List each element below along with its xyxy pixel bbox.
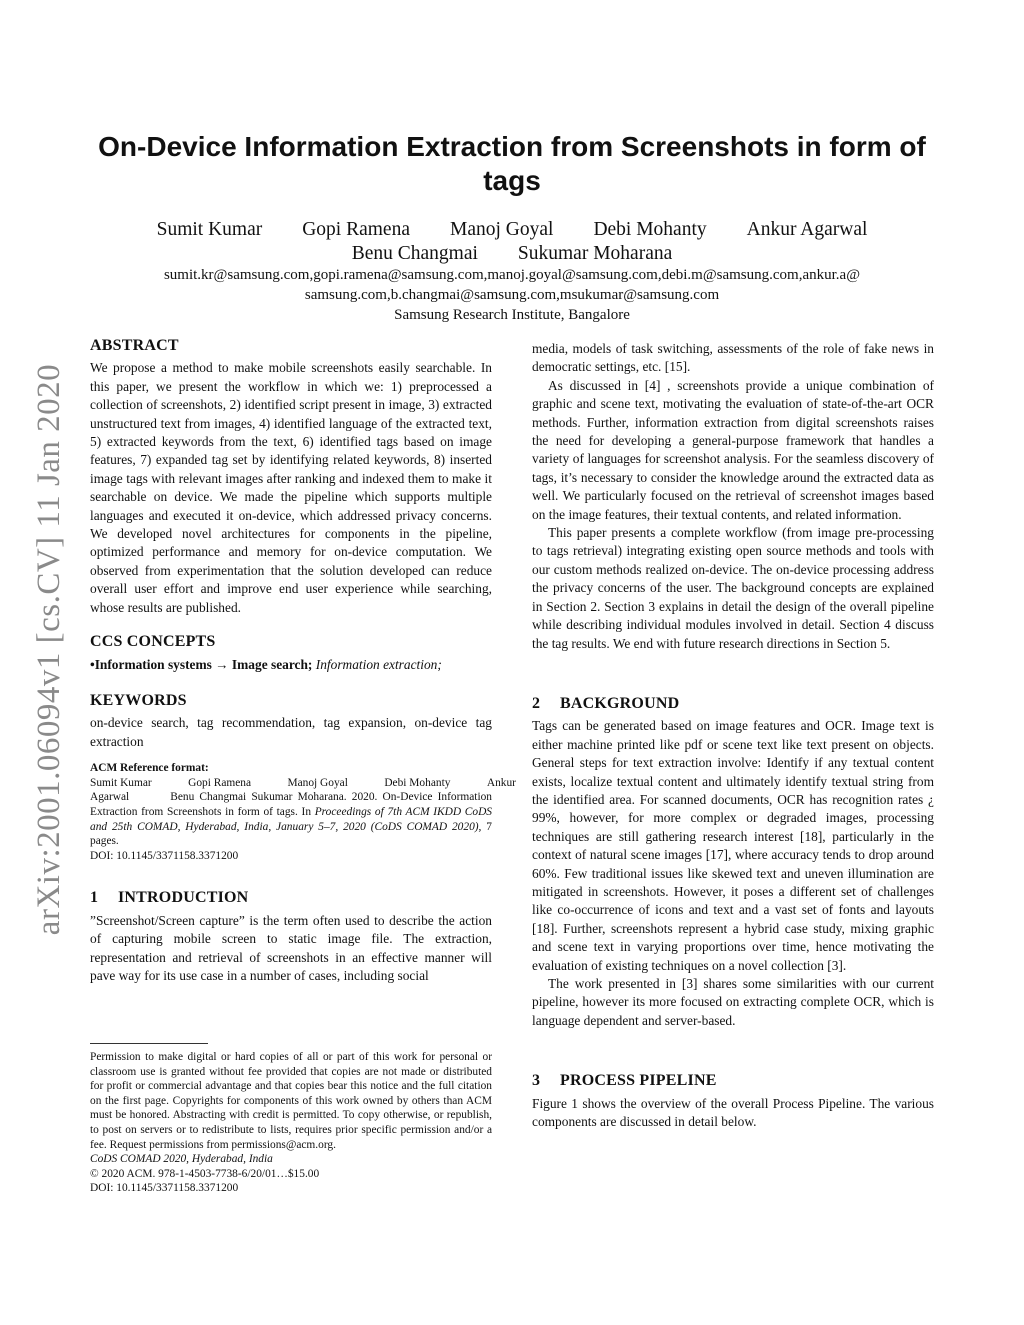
background-number: 2 (532, 694, 541, 712)
paragraph: As discussed in [4] , screenshots provide a unique combination of graphic and scene text, motivating the evaluation of state-of-the-art OCR methods. Further, information extraction from digital screenshots raises the need for developing a general-purpose framework that handles a variety of languages for screenshot analysis. For the seamless discovery of tags, it’s necessary to consider the knowledge around the extracted data as well. We particularly focused on the retrieval of screenshot images based on the image features, their textual contents, and related information. (532, 377, 934, 522)
copyright-line: © 2020 ACM. 978-1-4503-7738-6/20/01…$15.00 (90, 1167, 320, 1180)
pipeline-number: 3 (532, 1072, 541, 1090)
intro-text: ”Screenshot/Screen capture” is the term often used to describe the action of capturing mobile screen to static image file. The extraction, representation and retrieval of screenshots in an effective manner will pave way for its use case in a number of cases, including social (90, 912, 492, 983)
left-column (90, 337, 516, 985)
intro-heading (90, 889, 492, 907)
author-list (90, 218, 934, 266)
ccs-bold: •Information systems → Image search; (90, 656, 313, 672)
author-emails (90, 265, 934, 325)
acm-ref-pages: 7 pages. (90, 820, 492, 848)
arxiv-stamp (26, 354, 74, 944)
acm-ref-author: Manoj Goyal (287, 776, 348, 789)
affiliation: Samsung Research Institute, Bangalore (394, 307, 630, 323)
acm-ref-heading: ACM Reference format: (90, 762, 209, 775)
author: Debi Mohanty (593, 219, 707, 240)
keywords-text: on-device search, tag recommendation, tag expansion, on-device tag extraction (90, 715, 492, 749)
footnote (90, 1050, 492, 1196)
background-title: BACKGROUND (560, 694, 680, 712)
right-column (532, 340, 934, 1131)
ccs-concepts (90, 656, 492, 674)
acm-ref-venue: Proceedings of 7th ACM IKDD CoDS and 25th COMAD, Hyderabad, India, January 5–7, 2020 (CoDS COMAD 2020), (90, 805, 492, 833)
intro-title: INTRODUCTION (118, 889, 249, 907)
author: Manoj Goyal (449, 219, 554, 240)
ccs-italic: Information extraction; (315, 656, 442, 672)
footnote-doi: DOI: 10.1145/3371158.3371200 (90, 1182, 239, 1195)
acm-ref-author: Gopi Ramena (188, 776, 252, 789)
acm-ref-line2-prefix: Agarwal (90, 791, 130, 804)
acm-ref-body (90, 790, 492, 848)
background-heading (532, 695, 934, 713)
conference-line: CoDS COMAD 2020, Hyderabad, India (90, 1153, 273, 1166)
acm-reference (90, 761, 516, 863)
acm-ref-line2: Benu Changmai Sukumar Moharana. 2020. On-Device Information Extraction from Screenshots in form of tags. In (90, 791, 493, 818)
permission-notice: Permission to make digital or hard copies of all or part of this work for personal or classroom use is granted without fee provided that copies are not made or distributed for profit or commercial advantage and that copies bear this notice and the full citation on the first page. Copyrights for components of this work owned by others than ACM must be honored. Abstracting with credit is permitted. To copy otherwise, or republish, to post on servers or to redistribute to lists, requires prior specific permission and/or a fee. Request permissions from permissions@acm.org. (90, 1051, 492, 1151)
acm-ref-author: Debi Mohanty (384, 776, 451, 789)
paragraph: Figure 1 shows the overview of the overall Process Pipeline. The various components are discussed in detail below. (532, 1095, 934, 1130)
ccs-heading: CCS CONCEPTS (90, 633, 216, 651)
paragraph: media, models of task switching, assessments of the role of fake news in democratic settings, etc. [15]. (532, 341, 934, 375)
acm-ref-authors (90, 776, 516, 791)
author: Sumit Kumar (156, 219, 263, 240)
email-line: sumit.kr@samsung.com,gopi.ramena@samsung.com,manoj.goyal@samsung.com,debi.m@samsung.com,ankur.a@ (163, 267, 861, 283)
intro-number: 1 (90, 889, 99, 907)
abstract-heading: ABSTRACT (90, 337, 179, 354)
keywords-heading: KEYWORDS (90, 691, 187, 709)
author: Sukumar Moharana (517, 243, 673, 264)
paragraph: This paper presents a complete workflow (from image pre-processing to tags retrieval) integrating existing open source methods and tools with our custom methods realized on-device. The on-device processing address the privacy concerns of the user. The background concepts are explained in Section 2. Section 3 explains in detail the design of the overall pipeline while describing individual modules involved in detail. Section 4 discuss the tag results. We end with future research directions in Section 5. (532, 525, 934, 651)
arxiv-id: arXiv:2001.06094v1 [cs.CV] 11 Jan 2020 (31, 363, 68, 935)
author: Gopi Ramena (302, 219, 410, 240)
acm-ref-author: Sumit Kumar (90, 776, 152, 789)
acm-ref-doi: DOI: 10.1145/3371158.3371200 (90, 849, 239, 862)
paragraph: Tags can be generated based on image features and OCR. Image text is either machine printed like pdf or scene text like text present on objects. General steps for text extraction involve: Identify if any textual content exists, localize textual content and ultimately identify textual string from the identified area. For scanned documents, OCR has recognition rates ¿ 99%, however, for more complex or degraded images, processing techniques are still gathering research interest [18], particularly in the context of natural scene images [17], where accuracy tends to drop around 60%. Few traditional issues like skewed text and uneven illumination are mitigated in screenshots. However, it poses a different set of challenges like co-occurrence of icons and text and a vast set of fonts and layouts [18]. Further, screenshots represent a hybrid case study, mixing graphic and scene text in varying proportions over time, hence motivating the evaluation of existing techniques on a novel collection [3]. (532, 718, 934, 973)
paper-title: On-Device Information Extraction from Screenshots in form of tags (98, 131, 926, 196)
acm-ref-author: Ankur (486, 776, 516, 789)
email-line: samsung.com,b.changmai@samsung.com,msukumar@samsung.com (304, 287, 720, 303)
author: Ankur Agarwal (746, 219, 868, 240)
author: Benu Changmai (351, 243, 478, 264)
pipeline-title: PROCESS PIPELINE (560, 1072, 717, 1090)
abstract-text: We propose a method to make mobile screenshots easily searchable. In this paper, we present the workflow in which we: 1) preprocessed a collection of screenshots, 2) identified script present in image, 3) extracted unstructured text from images, 4) identified language of the extracted text, 5) extracted keywords from the text, 6) identified tags based on image features, 7) expanded tag set by identifying related keywords, 8) inserted image tags with relevant images after ranking and indexed them to make it searchable on device. We made the pipeline which supports multiple languages and executed it on-device, which addressed privacy concerns. We developed novel architectures for components in the pipeline, optimized performance and memory for on-device computation. We observed from experimentation that the solution developed can reduce overall user effort and improve end user experience while searching, whose results are published. (90, 360, 492, 615)
footnote-rule (90, 1043, 208, 1044)
paragraph: The work presented in [3] shares some similarities with our current pipeline, however its more focused on extracting complete OCR, which is language dependent and server-based. (532, 976, 934, 1028)
pipeline-heading (532, 1072, 934, 1090)
